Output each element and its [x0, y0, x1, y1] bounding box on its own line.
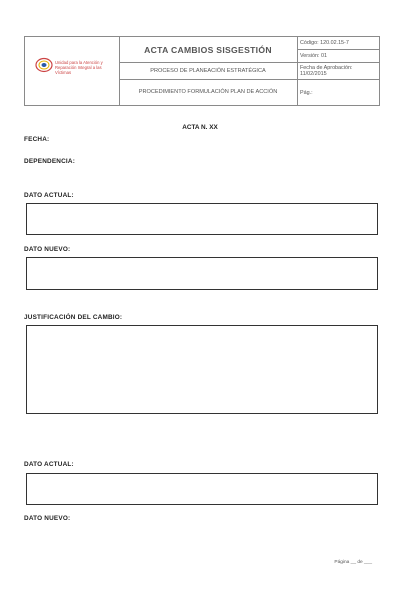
dependencia-label: DEPENDENCIA:	[24, 158, 76, 165]
procedure-name: PROCEDIMIENTO FORMULACIÓN PLAN DE ACCIÓN	[138, 89, 278, 95]
page-indicator: Página __ de ___	[334, 560, 372, 565]
page-label: Pág.:	[300, 89, 313, 96]
justificacion-label: JUSTIFICACIÓN DEL CAMBIO:	[24, 314, 123, 321]
fecha-label: FECHA:	[24, 136, 50, 143]
header-right-column	[297, 37, 379, 105]
logo-cell	[25, 37, 120, 105]
approval-date: Fecha de Aprobación: 11/02/2015	[297, 63, 379, 80]
institution-logo-icon	[35, 57, 53, 73]
process-name: PROCESO DE PLANEACIÓN ESTRATÉGICA	[119, 63, 297, 80]
dato-nuevo-field-1[interactable]	[26, 257, 378, 290]
header-middle-column	[119, 37, 298, 105]
document-title: ACTA CAMBIOS SISGESTIÓN	[119, 37, 297, 63]
dato-actual-label-2: DATO ACTUAL:	[24, 461, 74, 468]
document-code: Código: 120.02.15-7	[297, 37, 379, 50]
dato-actual-field-2[interactable]	[26, 473, 378, 505]
dato-nuevo-label-1: DATO NUEVO:	[24, 246, 71, 253]
document-version: Versión: 01	[297, 50, 379, 63]
dato-nuevo-label-2: DATO NUEVO:	[24, 515, 71, 522]
dato-actual-field-1[interactable]	[26, 203, 378, 235]
acta-number: ACTA N. XX	[182, 124, 218, 131]
justificacion-field[interactable]	[26, 325, 378, 414]
document-header	[24, 36, 380, 106]
logo-text: Unidad para la Atención y Reparación Integral a las Víctimas	[55, 60, 103, 75]
dato-actual-label-1: DATO ACTUAL:	[24, 192, 74, 199]
